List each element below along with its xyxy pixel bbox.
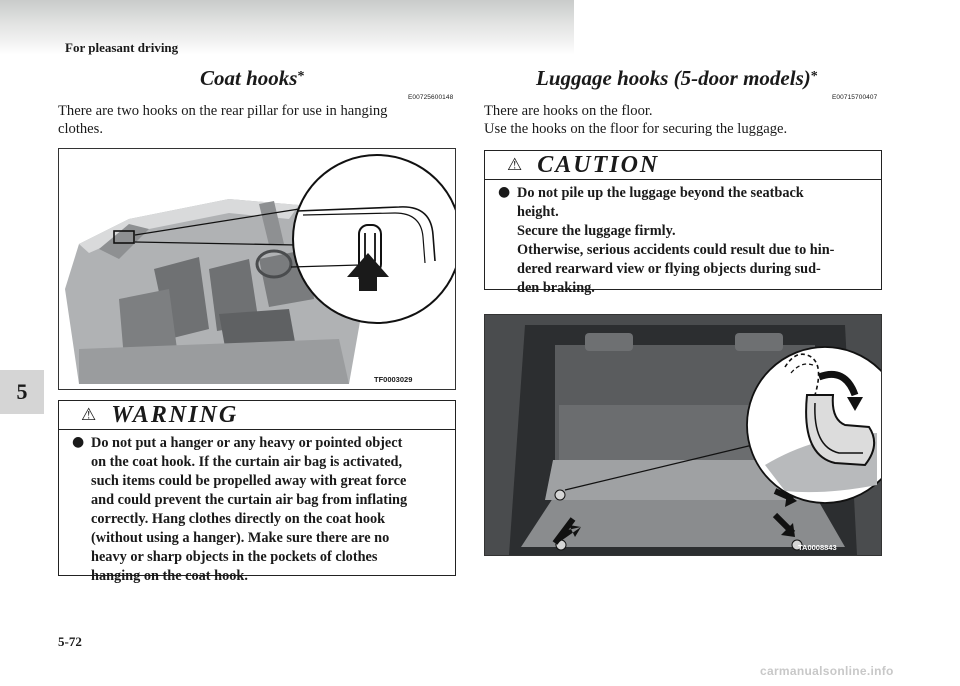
optional-mark: *: [810, 69, 818, 84]
optional-mark: *: [297, 69, 305, 84]
caution-line: height.: [517, 204, 559, 220]
warning-line: such items could be propelled away with great force: [91, 473, 407, 489]
warning-line: Do not put a hanger or any heavy or pointed object: [91, 435, 403, 451]
caution-text: [485, 180, 881, 304]
warning-text: [59, 430, 455, 592]
luggage-hooks-title: Luggage hooks (5-door models)*: [536, 66, 818, 90]
warning-line: correctly. Hang clothes directly on the coat hook: [91, 511, 386, 527]
bullet-icon: ●: [72, 434, 85, 450]
coat-hooks-title: Coat hooks*: [200, 66, 305, 90]
coat-hook-figure: [58, 148, 456, 390]
caution-line: Secure the luggage firmly.: [517, 223, 676, 239]
section-label: For pleasant driving: [65, 40, 179, 55]
caution-line: Otherwise, serious accidents could result due to hin-: [517, 242, 835, 258]
warning-line: and could prevent the curtain air bag from inflating: [91, 492, 408, 508]
luggage-hooks-code: E00715700407: [832, 94, 878, 101]
coat-hooks-code: E00725600148: [408, 94, 454, 101]
coat-hooks-text: [58, 102, 454, 138]
warning-line: on the coat hook. If the curtain air bag is activated,: [91, 454, 403, 470]
warning-line: heavy or sharp objects in the pockets of clothes: [91, 549, 378, 565]
figure-code: TF0003029: [374, 375, 413, 384]
text-line: clothes.: [58, 121, 103, 137]
caution-header: [485, 151, 881, 180]
caution-box: [484, 150, 882, 296]
figure-code: TA0008843: [798, 543, 837, 552]
cargo-area-illustration: [485, 315, 881, 555]
warning-title: WARNING: [111, 401, 239, 428]
text-line: There are two hooks on the rear pillar for use in hanging: [58, 103, 388, 119]
caution-line: Do not pile up the luggage beyond the seatback: [517, 185, 804, 201]
chapter-tab: 5: [0, 370, 44, 414]
luggage-hooks-text: [484, 102, 880, 138]
caution-title: CAUTION: [537, 151, 660, 178]
warning-line: (without using a hanger). Make sure there are no: [91, 530, 390, 546]
warning-triangle-icon: ⚠: [507, 155, 523, 175]
bullet-icon: ●: [498, 184, 511, 200]
luggage-hook-figure: [484, 314, 882, 556]
text-line: There are hooks on the floor.: [484, 103, 653, 119]
watermark: carmanualsonline.info: [760, 664, 894, 678]
warning-triangle-icon: ⚠: [81, 405, 97, 425]
warning-header: [59, 401, 455, 430]
warning-box: [58, 400, 456, 584]
warning-line: hanging on the coat hook.: [91, 568, 248, 584]
caution-line: dered rearward view or flying objects during sud-: [517, 261, 821, 277]
text-line: Use the hooks on the floor for securing the luggage.: [484, 121, 788, 137]
caution-line: den braking.: [517, 280, 595, 296]
car-interior-illustration: [59, 149, 455, 389]
page-number: 5-72: [58, 634, 82, 649]
